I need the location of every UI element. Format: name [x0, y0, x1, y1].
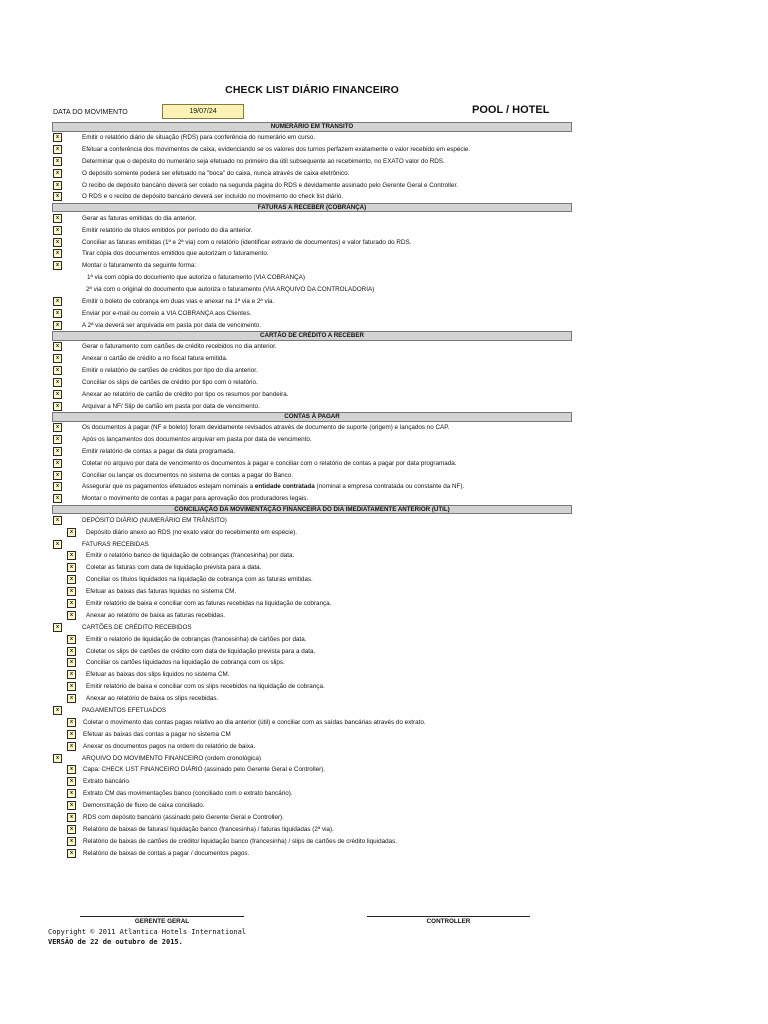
checklist-item	[52, 284, 572, 296]
checklist-item-text: Tirar cópia dos documentos emitidos que autorizam o faturamento.	[82, 250, 269, 258]
checklist-item	[52, 669, 572, 681]
checklist-item	[52, 645, 572, 657]
checklist-item-text: Anexar o cartão de crédito a no fiscal fatura emitida.	[82, 355, 228, 363]
checklist-item	[52, 776, 572, 788]
checklist-item-text: Coletar os slips de cartões de crédito com data de liquidação prevista para a data.	[86, 647, 316, 655]
checklist-item	[52, 319, 572, 331]
checklist-item-text: Gerar as faturas emitidas do dia anterior.	[82, 214, 197, 222]
checklist-item	[52, 847, 572, 859]
checkbox[interactable]: x	[67, 670, 76, 679]
checkbox[interactable]: x	[53, 378, 62, 387]
checklist-item-text: Conciliar ou lançar os documentos no sistema de contas a pagar do Banco.	[82, 471, 294, 479]
checklist-item	[52, 457, 572, 469]
checkbox[interactable]: x	[67, 837, 76, 846]
checklist-item	[52, 433, 572, 445]
checkbox[interactable]: x	[67, 528, 76, 537]
checkbox[interactable]: x	[67, 765, 76, 774]
footer	[48, 927, 246, 947]
checklist-item-text: Efetuar as baixas das faturas liquidas no sistema CM.	[86, 588, 237, 596]
checkbox[interactable]: x	[67, 825, 76, 834]
checkbox[interactable]: x	[67, 647, 76, 656]
page-title: CHECK LIST DIÁRIO FINANCEIRO	[225, 84, 399, 96]
checklist-item	[52, 224, 572, 236]
checkbox[interactable]: x	[53, 623, 62, 632]
checklist-item-text: Emitir relatório de baixa e conciliar com as faturas recebidas na liquidação de cobrança.	[86, 600, 332, 607]
checklist-item	[52, 132, 572, 144]
checklist-item	[52, 705, 572, 717]
version-text: VERSÃO de 22 de outubro de 2015.	[48, 938, 183, 946]
checkbox[interactable]: x	[67, 789, 76, 798]
checklist-item-text: Efetuar as baixas das contas a pagar no sistema CM	[83, 730, 231, 738]
checklist-item	[52, 400, 572, 412]
checklist-item-text: DEPÓSITO DIÁRIO (NUMERÁRIO EM TRÂNSITO)	[82, 516, 227, 524]
checklist-item-text: O recibo de depósito bancário deverá ser colado na segunda página do RDS e devidamente assinado pelo Gerente Geral e Controller.	[82, 181, 458, 189]
checklist-item-text: Extrato CM das movimentações banco (conciliado com o extrato bancário).	[83, 790, 293, 798]
checkbox[interactable]: x	[67, 587, 76, 596]
copyright-text: Copyright © 2011 Atlantica Hotels International	[48, 928, 247, 936]
checkbox[interactable]: x	[53, 754, 62, 763]
checklist-item-text: A 2ª via deverá ser arquivada em pasta por data de vencimento.	[82, 321, 262, 329]
checkbox[interactable]: x	[53, 342, 62, 351]
signature-line-controller	[367, 916, 530, 917]
checklist-item	[52, 514, 572, 526]
checkbox[interactable]: x	[53, 214, 62, 223]
checkbox[interactable]: x	[53, 133, 62, 142]
checklist-item-text: 2ª via com o original do documento que autoriza o faturamento (VIA ARQUIVO DA CONTROLADORIA)	[86, 286, 375, 294]
checklist-item	[52, 341, 572, 353]
checklist-item	[52, 191, 572, 203]
checklist-item-text: Arquivar a NF/ Slip de cartão em pasta por data de vencimento.	[82, 402, 260, 410]
checklist-item	[52, 236, 572, 248]
checklist-item	[52, 212, 572, 224]
checklist-item-text: Conciliar os títulos liquidados na liquidação de cobrança com as faturas emitidas.	[86, 576, 313, 584]
checklist-item	[52, 740, 572, 752]
checkbox[interactable]: x	[67, 777, 76, 786]
item-text-emphasis: entidade contratada	[254, 483, 315, 491]
checklist-item-text: Montar o movimento de contas a pagar para aprovação dos produradores legais.	[82, 495, 309, 503]
checklist-item	[52, 526, 572, 538]
checklist-item	[52, 550, 572, 562]
checkbox[interactable]: x	[53, 297, 62, 306]
checklist-item-text: Emitir relatório de baixa e conciliar com os slips recebidos na liquidação de cobrança.	[86, 683, 325, 691]
checkbox[interactable]: x	[53, 482, 62, 491]
checkbox[interactable]: x	[53, 321, 62, 330]
checklist-item	[52, 307, 572, 319]
checkbox[interactable]: x	[67, 658, 76, 667]
checklist-item-text: Gerar o faturamento com cartões de crédito recebidos no dia anterior.	[82, 343, 277, 351]
checklist-item	[52, 155, 572, 167]
checklist-item-text: Efetuar a conferência dos movimentos de caixa, evidenciando se os valores dos turnos perfazem exatamente o valor recebido em espécie.	[82, 145, 471, 153]
checkbox[interactable]: x	[67, 551, 76, 560]
checklist-item	[52, 296, 572, 308]
checklist-item	[52, 422, 572, 434]
checkbox[interactable]: x	[53, 540, 62, 549]
checklist-item	[52, 143, 572, 155]
checkbox[interactable]: x	[53, 706, 62, 715]
checklist-item-text: Anexar ao relatório de baixa as faturas recebidas.	[86, 611, 225, 619]
checklist-item	[52, 621, 572, 633]
checklist-item	[52, 248, 572, 260]
checklist-item	[52, 681, 572, 693]
checklist-item	[52, 365, 572, 377]
checkbox[interactable]: x	[67, 813, 76, 822]
checkbox[interactable]: x	[67, 611, 76, 620]
checklist-item-text: Anexar os documentos pagos na ordem do relatório de baixa.	[83, 742, 256, 750]
checklist-item	[52, 609, 572, 621]
checkbox[interactable]: x	[53, 435, 62, 444]
checklist-item-text: Emitir o boleto de cobrança em duas vias e anexar na 1ª via e 2ª via.	[82, 298, 275, 306]
checklist-item-text: Relatório de baixas de cartões de crédito/ liquidação banco (francesinha) / slips de cartões de crédito liquidadas.	[83, 837, 397, 845]
checklist-item	[52, 179, 572, 191]
section-header: NUMERÁRIO EM TRANSITO	[52, 122, 572, 132]
checkbox[interactable]: x	[53, 366, 62, 375]
checkbox[interactable]: x	[53, 447, 62, 456]
checklist-item	[52, 716, 572, 728]
checklist-item-text: Conciliar os slips de cartões de crédito por tipo com o relatório.	[82, 378, 258, 386]
checkbox[interactable]: x	[67, 682, 76, 691]
checklist-item	[52, 788, 572, 800]
checkbox[interactable]: x	[53, 181, 62, 190]
checkbox[interactable]: x	[67, 563, 76, 572]
pool-hotel-label: POOL / HOTEL	[472, 104, 550, 116]
checklist-item-text: Emitir o relatório banco de liquidação de cobranças (francesinha) por data.	[86, 552, 295, 560]
checklist-item-text: Anexar ao relatório de cartão de crédito por tipo os resumos por bandeira.	[82, 390, 289, 398]
checkbox[interactable]: x	[67, 849, 76, 858]
checkbox[interactable]: x	[53, 249, 62, 258]
checklist-item	[52, 376, 572, 388]
checklist-item	[52, 272, 572, 284]
checklist-item-text: Emitir relatório de títulos emitidos por período do dia anterior.	[82, 226, 253, 234]
checklist-item	[52, 657, 572, 669]
checklist-item-text: CARTÕES DE CRÉDITO RECEBIDOS	[82, 623, 192, 631]
checklist-item-text: Enviar por e-mail ou correio a VIA COBRANÇA aos Clientes.	[82, 309, 252, 317]
checkbox[interactable]: x	[67, 718, 76, 727]
checklist-item-text: Relatório de baixas de contas a pagar / documentos pagos.	[83, 849, 250, 857]
checklist-item-text: Conciliar as faturas emitidas (1ª e 2ª via) com o relatório (identificar extravio de documentos) e valor faturado do RDS.	[82, 238, 412, 246]
checkbox[interactable]: x	[53, 516, 62, 525]
checkbox[interactable]: x	[53, 238, 62, 247]
checklist-item-text: Emitir o relatório diário de situação (RDS) para conferência do numerário em curso.	[82, 133, 316, 141]
checklist-item	[52, 574, 572, 586]
checkbox[interactable]: x	[53, 169, 62, 178]
checkbox[interactable]: x	[53, 471, 62, 480]
date-label: DATA DO MOVIMENTO	[53, 109, 128, 116]
checklist-item	[52, 752, 572, 764]
checklist-item-text: FATURAS RECEBIDAS	[82, 540, 149, 548]
checklist-item	[52, 260, 572, 272]
checklist-item	[52, 812, 572, 824]
checklist-item-text: Relatório de baixas de faturas/ liquidação banco (francesinha) / faturas liquidadas (2ª via).	[83, 825, 334, 833]
checklist-item-text: Coletar o movimento das contas pagas relativo ao dia anterior (útil) e conciliar com as saídas bancárias através do extrato.	[83, 718, 426, 726]
checklist-item-text: PAGAMENTOS EFETUADOS	[82, 707, 167, 715]
checklist-item	[52, 388, 572, 400]
checkbox[interactable]: x	[67, 599, 76, 608]
checklist-item	[52, 728, 572, 740]
checklist-item	[52, 693, 572, 705]
checklist-item	[52, 538, 572, 550]
checklist-item	[52, 598, 572, 610]
checklist-item-text: Anexar ao relatório de baixa os slips recebidas.	[86, 695, 219, 703]
checklist-item-text: Depósito diário anexo ao RDS (no exato valor do recebimento em espécie).	[86, 528, 298, 536]
checklist	[52, 122, 572, 859]
checklist-item	[52, 562, 572, 574]
checkbox[interactable]: x	[67, 801, 76, 810]
checklist-item-text: Montar o faturamento da seguinte forma:	[82, 262, 197, 270]
checklist-item-text: Emitir o relatório de liquidação de cobranças (francesinha) de cartões por data.	[86, 635, 307, 643]
checklist-item	[52, 586, 572, 598]
checklist-item-text: Os documentos à pagar (NF e boleto) foram devidamente revisados através de documento de suporte (origem) e lançados no CAP.	[82, 424, 450, 432]
checklist-item-text: Após os lançamentos dos documentos arquivar em pasta por data de vencimento.	[82, 435, 312, 443]
checkbox[interactable]: x	[67, 742, 76, 751]
checkbox[interactable]: x	[53, 390, 62, 399]
checkbox[interactable]: x	[53, 226, 62, 235]
date-field[interactable]: 19/07/24	[162, 104, 244, 119]
checkbox[interactable]: x	[53, 423, 62, 432]
checklist-item	[52, 481, 572, 493]
checklist-item	[52, 167, 572, 179]
section-header: CONTAS À PAGAR	[52, 412, 572, 422]
checkbox[interactable]: x	[53, 145, 62, 154]
checkbox[interactable]: x	[67, 730, 76, 739]
checkbox[interactable]: x	[53, 192, 62, 201]
item-text-part: (nominal a empresa contratada ou constante da NF).	[314, 483, 465, 491]
checklist-item-text: Conciliar os cartões liquidados na liquidação de cobrança com os slips.	[86, 659, 285, 667]
item-text-part: Assegurar que os pagamentos efetuados estejam nominais a	[82, 483, 255, 491]
checklist-item	[52, 445, 572, 457]
checklist-item-text: Extrato bancário.	[83, 778, 131, 786]
checklist-item-text: Demonstração de fluxo de caixa conciliado.	[83, 802, 205, 810]
checklist-item-text: 1ª via com cópia do documento que autoriza o faturamento (VIA COBRANÇA)	[87, 274, 305, 282]
checklist-item-text: Coletar as faturas com data de liquidação prevista para a data.	[86, 564, 262, 572]
checkbox[interactable]: x	[67, 694, 76, 703]
checklist-item	[52, 493, 572, 505]
checkbox[interactable]: x	[53, 309, 62, 318]
checklist-item-text: O depósito somente poderá ser efetuado na "boca" do caixa, nunca através de caixa eletrônico.	[82, 169, 350, 177]
checkbox[interactable]: x	[53, 261, 62, 270]
checklist-item-text: Capa: CHECK LIST FINANCEIRO DIÁRIO (assinado pelo Gerente Geral e Controller).	[83, 766, 326, 774]
checklist-item	[52, 764, 572, 776]
checklist-item-text: O RDS e o recibo de depósito bancário deverá ser incluído no movimento do check list diário.	[82, 193, 344, 201]
checklist-item	[52, 800, 572, 812]
checklist-item-text: Emitir relatório de contas a pagar da data programada.	[82, 447, 235, 455]
checkbox[interactable]: x	[53, 459, 62, 468]
checklist-item	[52, 633, 572, 645]
checklist-item-text: ARQUIVO DO MOVIMENTO FINANCEIRO (ordem cronológica)	[82, 754, 262, 762]
section-header: CARTÃO DE CRÉDITO A RECEBER	[52, 331, 572, 341]
checklist-item-text: Coletar no arquivo por data de vencimento os documentos à pagar e conciliar com o relatório de contas a pagar por data programada.	[82, 459, 457, 467]
checkbox[interactable]: x	[53, 402, 62, 411]
checklist-item	[52, 823, 572, 835]
checkbox[interactable]: x	[67, 575, 76, 584]
checkbox[interactable]: x	[53, 494, 62, 503]
checklist-item-text: Determinar que o depósito do numerário seja efetuado no primeiro dia útil subsequente ao recebimento, no EXATO valor do RDS.	[82, 157, 445, 165]
checklist-item-text: RDS com depósito bancário (assinado pelo Gerente Geral e Controller).	[83, 814, 284, 822]
checklist-item-text: Emitir o relatório de cartões de créditos por tipo do dia anterior.	[82, 366, 258, 374]
checkbox[interactable]: x	[67, 635, 76, 644]
checklist-item-text	[82, 483, 464, 490]
checklist-item	[52, 353, 572, 365]
section-header: CONCILIAÇÃO DA MOVIMENTAÇÃO FINANCEIRA DO DIA IMEDIATAMENTE ANTERIOR (ÚTIL)	[52, 505, 572, 515]
signature-label-gerente: GERENTE GERAL	[134, 918, 190, 925]
checklist-item-text: Efetuar as baixas dos slips liquidos no sistema CM.	[86, 671, 230, 679]
checklist-item	[52, 835, 572, 847]
signature-label-controller: CONTROLLER	[426, 918, 471, 925]
signature-line-gerente	[80, 916, 244, 917]
checklist-item	[52, 469, 572, 481]
section-header: FATURAS A RECEBER (COBRANÇA)	[52, 203, 572, 213]
checkbox[interactable]: x	[53, 157, 62, 166]
checkbox[interactable]: x	[53, 354, 62, 363]
